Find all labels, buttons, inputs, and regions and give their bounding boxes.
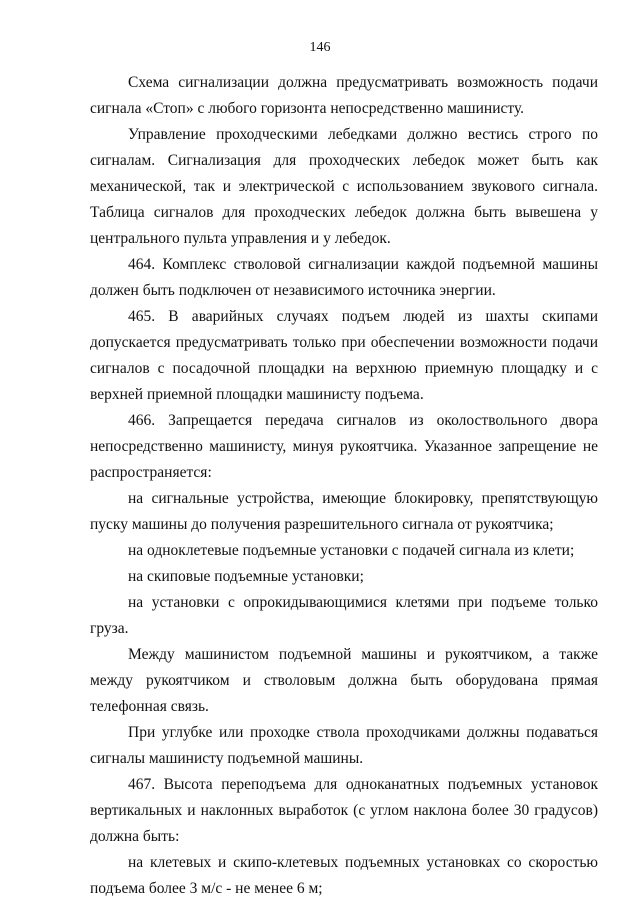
paragraph: 466. Запрещается передача сигналов из околоствольного двора непосредственно машинисту, минуя рукоятчика. Указанное запрещение не распространяется: [90, 412, 598, 481]
list-item: на сигнальные устройства, имеющие блокировку, препятствующую пуску машины до получения разрешительного сигнала от рукоятчика; [90, 490, 598, 533]
paragraph: 467. Высота переподъема для одноканатных подъемных установок вертикальных и наклонных выработок (с углом наклона более 30 градусов) должна быть: [90, 776, 598, 845]
paragraph: 464. Комплекс стволовой сигнализации каждой подъемной машины должен быть подключен от независимого источника энергии. [90, 256, 598, 299]
list-item: на скиповые подъемные установки; [128, 568, 364, 585]
list-item: на установки с опрокидывающимися клетями при подъеме только груза. [90, 594, 598, 637]
paragraph: 465. В аварийных случаях подъем людей из шахты скипами допускается предусматривать только при обеспечении возможности подачи сигналов с посадочной площадки на верхнюю приемную площадку и с верхней приемной площадки машинисту подъема. [90, 308, 598, 403]
paragraph: Между машинистом подъемной машины и рукоятчиком, а также между рукоятчиком и стволовым должна быть оборудована прямая телефонная связь. [90, 646, 598, 715]
list-item: на клетевых и скипо-клетевых подъемных установках со скоростью подъема более 3 м/с - не менее 6 м; [90, 854, 598, 897]
document-body [90, 70, 598, 902]
paragraph: Управление проходческими лебедками должно вестись строго по сигналам. Сигнализация для проходческих лебедок может быть как механической, так и электрической с использованием звукового сигнала. Таблица сигналов для проходческих лебедок должна быть вывешена у центрального пульта управления и у лебедок. [90, 126, 598, 247]
list-item: на одноклетевые подъемные установки с подачей сигнала из клети; [128, 542, 575, 559]
page-number: 146 [309, 40, 331, 55]
paragraph: Схема сигнализации должна предусматривать возможность подачи сигнала «Стоп» с любого горизонта непосредственно машинисту. [90, 74, 598, 117]
paragraph: При углубке или проходке ствола проходчиками должны подаваться сигналы машинисту подъемной машины. [90, 724, 598, 767]
